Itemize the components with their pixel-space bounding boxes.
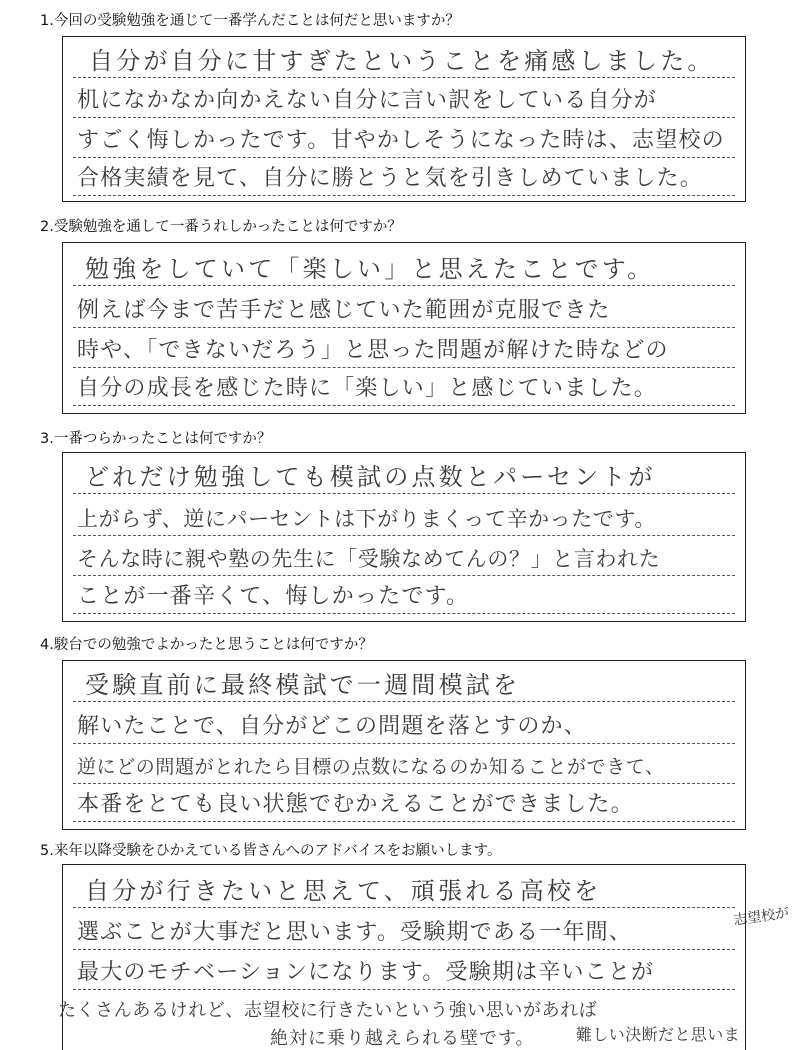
- ruled-line: [73, 743, 735, 744]
- answer-box-3: [62, 452, 746, 622]
- answer-1-line-3: すごく悔しかったです。甘やかしそうになった時は、志望校の: [77, 128, 725, 153]
- answer-2-line-2: 例えば今まで苦手だと感じていた範囲が克服できた: [77, 298, 611, 323]
- answer-box-2: [62, 242, 746, 414]
- ruled-line: [73, 493, 735, 494]
- ruled-line: [73, 783, 735, 784]
- ruled-line: [73, 117, 735, 118]
- ruled-line: [73, 195, 735, 196]
- ruled-line: [73, 405, 735, 406]
- answer-1-line-4: 合格実績を見て、自分に勝とうと気を引きしめていました。: [77, 166, 703, 191]
- ruled-line: [73, 285, 735, 286]
- answer-2-line-1: 勉強をしていて「楽しい」と思えたことです。: [85, 255, 655, 283]
- answer-4-line-2: 解いたことで、自分がどこの問題を落とすのか、: [77, 714, 587, 739]
- answer-5-margin-note: 志望校が: [732, 905, 791, 929]
- ruled-line: [73, 535, 735, 536]
- answer-3-line-1: どれだけ勉強しても模試の点数とパーセントが: [85, 463, 656, 491]
- answer-4-line-3: 逆にどの問題がとれたら目標の点数になるのか知ることができて、: [77, 756, 665, 778]
- ruled-line: [73, 327, 735, 328]
- answer-2-line-3: 時や、「できないだろう」と思った問題が解けた時などの: [77, 338, 669, 363]
- ruled-line: [73, 157, 735, 158]
- ruled-line: [73, 77, 735, 78]
- answer-3-line-3: そんな時に親や塾の先生に「受験なめてんの？」と言われた: [77, 547, 661, 571]
- answer-5-line-1: 自分が行きたいと思えて、頑張れる高校を: [85, 877, 602, 905]
- ruled-line: [73, 613, 735, 614]
- ruled-line: [73, 701, 735, 702]
- ruled-line: [73, 907, 735, 908]
- question-1-prompt: 1.今回の受験勉強を通じて一番学んだことは何だと思いますか？: [40, 13, 460, 29]
- answer-box-4: [62, 660, 746, 830]
- answer-1-line-2: 机になかなか向かえない自分に言い訳をしている自分が: [77, 88, 658, 113]
- answer-5-line-4: たくさんあるけれど、志望校に行きたいという強い思いがあれば: [58, 1000, 598, 1021]
- question-3-prompt: 3.一番つらかったことは何ですか？: [40, 431, 272, 447]
- question-2-prompt: 2.受験勉強を通して一番うれしかったことは何ですか？: [40, 219, 402, 235]
- answer-5-line-3: 最大のモチベーションになります。受験期は辛いことが: [77, 960, 655, 985]
- ruled-line: [73, 949, 735, 950]
- answer-5-line-2: 選ぶことが大事だと思います。受験期である一年間、: [77, 920, 633, 945]
- answer-3-line-2: 上がらず、逆にパーセントは下がりまくって辛かったです。: [77, 507, 656, 531]
- ruled-line: [73, 367, 735, 368]
- answer-3-line-4: ことが一番辛くて、悔しかったです。: [77, 584, 470, 609]
- answer-4-line-1: 受験直前に最終模試で一週間模試を: [85, 671, 521, 699]
- question-4-prompt: 4.駿台での勉強でよかったと思うことは何ですか？: [40, 637, 373, 653]
- answer-4-line-4: 本番をとても良い状態でむかえることができました。: [77, 792, 634, 817]
- ruled-line: [73, 821, 735, 822]
- answer-1-line-1: 自分が自分に甘すぎたということを痛感しました。: [89, 47, 715, 75]
- answer-box-1: [62, 36, 746, 202]
- ruled-line: [73, 575, 735, 576]
- question-5-prompt: 5.来年以降受験をひかえている皆さんへのアドバイスをお願いします。: [40, 843, 502, 859]
- answer-5-line-5: 絶対に乗り越えられる壁です。: [270, 1028, 535, 1049]
- ruled-line: [73, 989, 735, 990]
- answer-5-trailing-note: 難しい決断だと思いま: [576, 1025, 741, 1044]
- answer-2-line-4: 自分の成長を感じた時に「楽しい」と感じていました。: [77, 376, 658, 401]
